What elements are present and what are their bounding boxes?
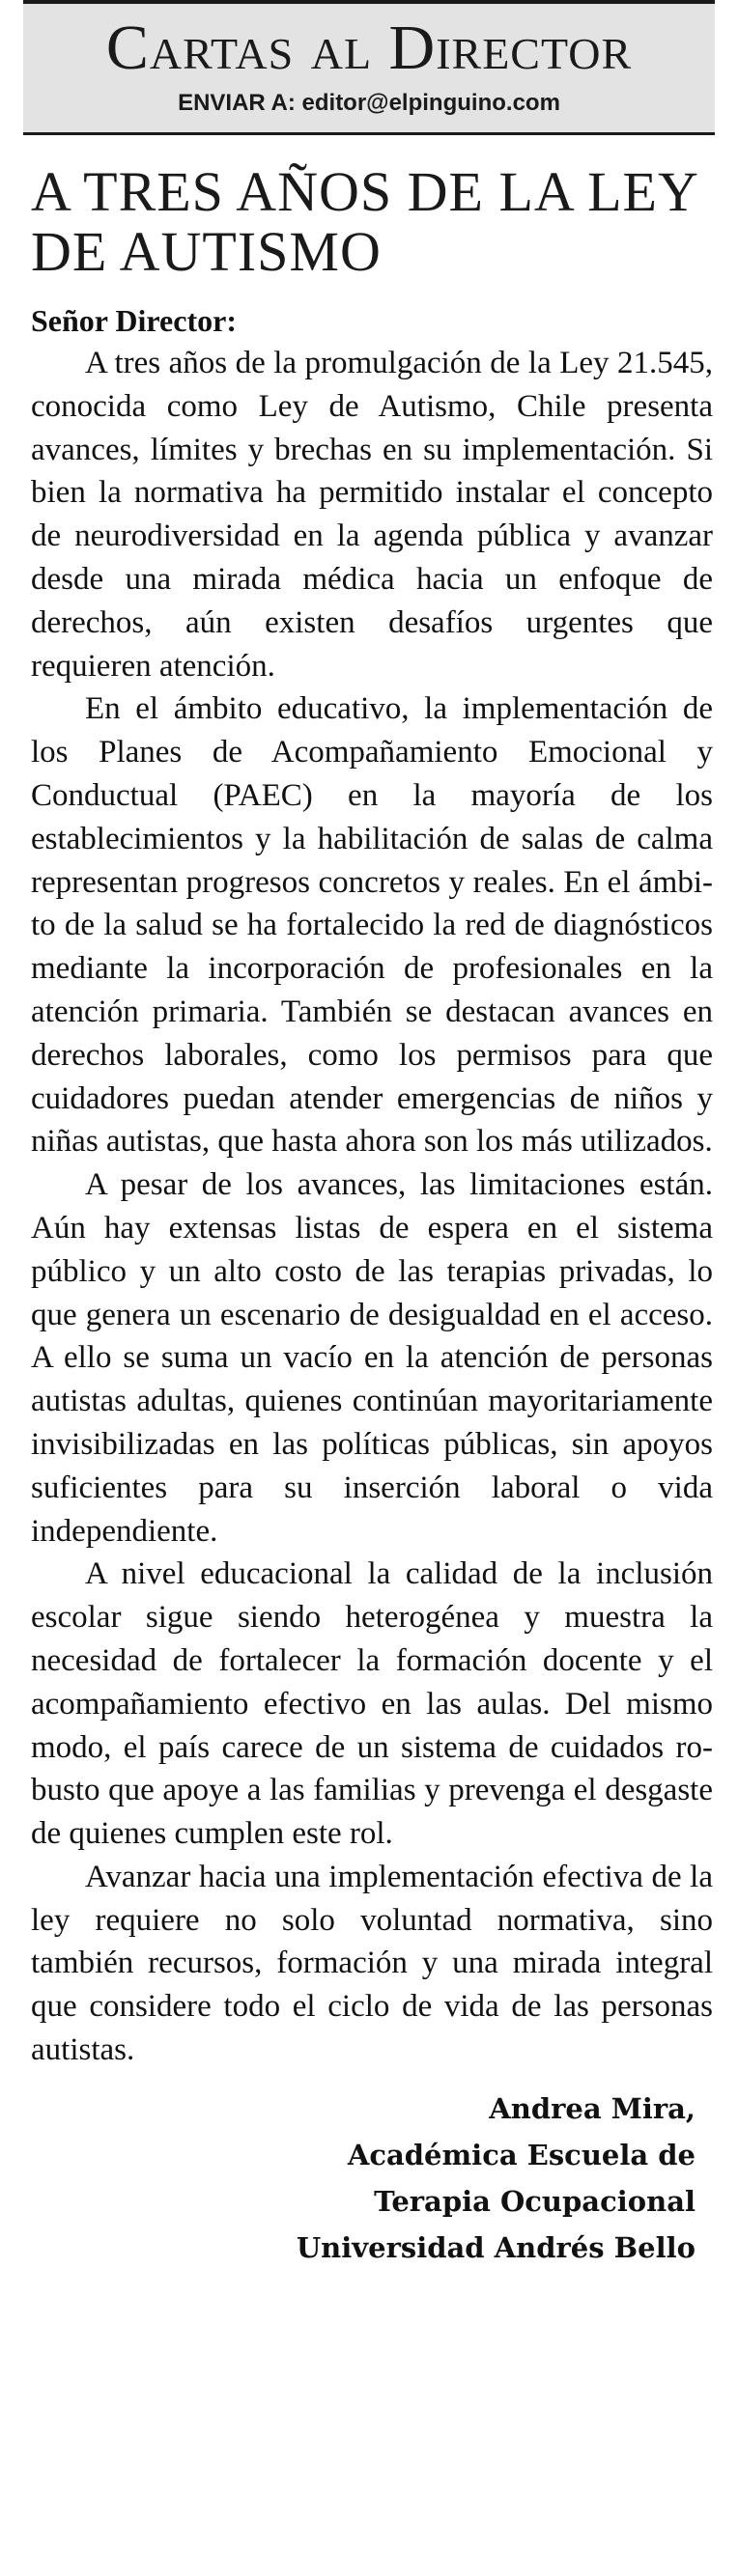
letter-article bbox=[25, 162, 713, 2271]
signature-department: Terapia Ocupacional bbox=[374, 2184, 695, 2218]
paragraph: A tres años de la promulgación de la Ley 21.545, conocida como Ley de Autismo, Chile presenta avances, límites y brechas en su implementación. Si bien la normativa ha permitido instalar el concepto de neurodiversidad en la agenda pública y avanzar desde una mirada médica hacia un enfoque de derechos, aún existen desafíos urgentes que requieren atención. bbox=[31, 346, 713, 684]
signature-name: Andrea Mira, bbox=[489, 2091, 695, 2125]
send-to-line: ENVIAR A: editor@elpinguino.com bbox=[178, 90, 560, 116]
paragraph: Avanzar hacia una implementación efectiva de la ley requiere no solo voluntad normativa, sino también recursos, formación y una mirada integral que considere todo el ciclo de vida de las personas autistas. bbox=[31, 1859, 713, 2068]
paragraph: A pesar de los avances, las limitaciones están. Aún hay extensas listas de espera en el sistema público y un alto costo de las terapias privadas, lo que genera un escenario de desigualdad en el acceso. A ello se suma un vacío en la atención de personas autistas adultas, quienes continúan mayoritariamente invisibilizadas en las políticas públicas, sin apoyos suficientes para su inserción laboral o vida independiente. bbox=[31, 1167, 713, 1549]
signature-title: Académica Escuela de bbox=[347, 2138, 695, 2171]
section-title: Cartas al Director bbox=[105, 13, 633, 83]
letter-body bbox=[31, 342, 713, 2072]
salutation: Señor Director: bbox=[31, 303, 237, 338]
paragraph: A nivel educacional la calidad de la inclusión escolar sigue siendo heterogénea y muestra la necesidad de fortalecer la formación docente y el acompañamiento efectivo en las aulas. Del mismo modo, el país carece de un sistema de cuidados robusto que apoye a las familias y prevenga el desgaste de quienes cumplen este rol. bbox=[31, 1556, 713, 1852]
section-header bbox=[23, 0, 715, 135]
signature-block bbox=[25, 2086, 713, 2271]
paragraph: En el ámbito educativo, la implementación de los Planes de Acompañamiento Emocional y Conductual (PAEC) en la mayoría de los establecimientos y la habilitación de salas de calma representan progresos concretos y reales. En el ámbito de la salud se ha fortalecido la red de diagnósticos mediante la incorporación de profesionales en la atención primaria. También se destacan avances en derechos laborales, como los permisos para que cuidadores puedan atender emergencias de niños y niñas autistas, que hasta ahora son los más utilizados. bbox=[31, 691, 713, 1160]
signature-university: Universidad Andrés Bello bbox=[296, 2230, 695, 2264]
letter-headline: A TRES AÑOS DE LA LEY DE AUTISMO bbox=[31, 160, 697, 283]
